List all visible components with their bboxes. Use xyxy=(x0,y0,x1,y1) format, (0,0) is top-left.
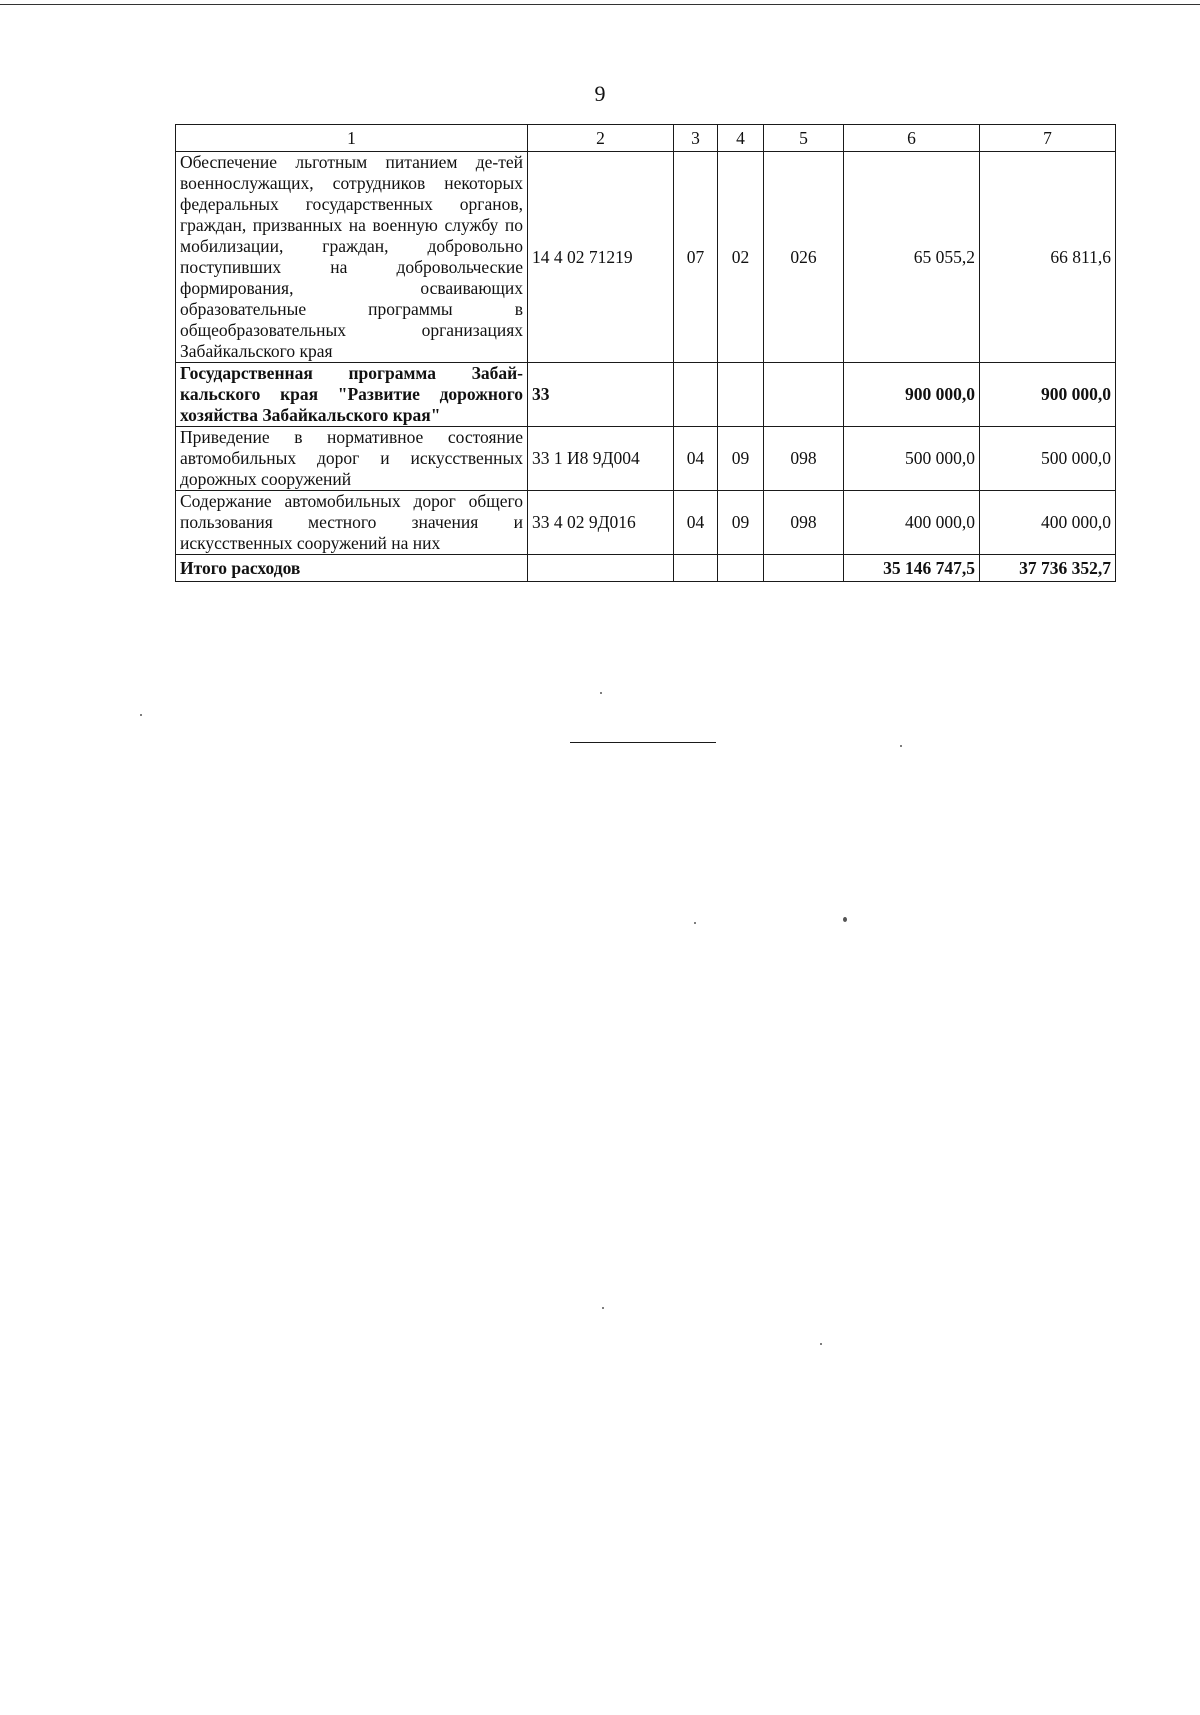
scan-speck xyxy=(140,714,142,716)
column-header-4: 4 xyxy=(718,125,764,152)
row-subsection: 09 xyxy=(718,427,764,491)
row-target-code: 33 xyxy=(528,363,674,427)
row-subsection xyxy=(718,363,764,427)
column-header-1: 1 xyxy=(176,125,528,152)
table-row xyxy=(176,363,1116,427)
row-section: 04 xyxy=(674,491,718,555)
table-row xyxy=(176,491,1116,555)
row-name: Содержание автомобильных дорог общего пользования местного значения и искусственных сооружений на них xyxy=(176,491,528,555)
row-amount-1: 65 055,2 xyxy=(844,152,980,363)
row-group xyxy=(764,363,844,427)
row-amount-2: 400 000,0 xyxy=(980,491,1116,555)
table-row xyxy=(176,427,1116,491)
row-subsection: 09 xyxy=(718,491,764,555)
row-section: 07 xyxy=(674,152,718,363)
row-name: Государственная программа Забайкальского края "Развитие дорожного хозяйства Забайкальского края" xyxy=(176,363,528,427)
row-amount-1: 500 000,0 xyxy=(844,427,980,491)
total-row xyxy=(176,555,1116,582)
row-name: Обеспечение льготным питанием де-тей военнослужащих, сотрудников некоторых федеральных государственных органов, граждан, призванных на военную службу по мобилизации, граждан, добровольно поступивших на добровольческие формирования, осваивающих образовательные программы в общеобразовательных организациях Забайкальского края xyxy=(176,152,528,363)
total-empty-cell xyxy=(528,555,674,582)
total-amount-2: 37 736 352,7 xyxy=(980,555,1116,582)
total-label: Итого расходов xyxy=(176,555,528,582)
row-amount-1: 400 000,0 xyxy=(844,491,980,555)
row-amount-2: 900 000,0 xyxy=(980,363,1116,427)
row-group: 098 xyxy=(764,427,844,491)
scan-speck xyxy=(694,922,696,924)
total-empty-cell xyxy=(764,555,844,582)
scan-speck xyxy=(843,917,847,922)
end-of-table-rule xyxy=(570,742,716,743)
scan-speck xyxy=(602,1307,604,1309)
row-amount-1: 900 000,0 xyxy=(844,363,980,427)
row-target-code: 33 4 02 9Д016 xyxy=(528,491,674,555)
row-section: 04 xyxy=(674,427,718,491)
scan-speck xyxy=(600,692,602,694)
total-empty-cell xyxy=(674,555,718,582)
column-header-6: 6 xyxy=(844,125,980,152)
column-number-row xyxy=(176,125,1116,152)
scan-speck xyxy=(900,745,902,747)
total-empty-cell xyxy=(718,555,764,582)
row-group: 026 xyxy=(764,152,844,363)
table-row xyxy=(176,152,1116,363)
page-number: 9 xyxy=(594,81,606,106)
column-header-2: 2 xyxy=(528,125,674,152)
row-target-code: 33 1 И8 9Д004 xyxy=(528,427,674,491)
page-top-edge xyxy=(0,4,1200,5)
row-subsection: 02 xyxy=(718,152,764,363)
row-target-code: 14 4 02 71219 xyxy=(528,152,674,363)
row-amount-2: 66 811,6 xyxy=(980,152,1116,363)
scan-speck xyxy=(820,1343,822,1345)
column-header-5: 5 xyxy=(764,125,844,152)
column-header-3: 3 xyxy=(674,125,718,152)
row-section xyxy=(674,363,718,427)
row-name: Приведение в нормативное состояние автомобильных дорог и искусственных дорожных сооружений xyxy=(176,427,528,491)
total-amount-1: 35 146 747,5 xyxy=(844,555,980,582)
column-header-7: 7 xyxy=(980,125,1116,152)
row-group: 098 xyxy=(764,491,844,555)
budget-table xyxy=(175,124,1116,582)
row-amount-2: 500 000,0 xyxy=(980,427,1116,491)
